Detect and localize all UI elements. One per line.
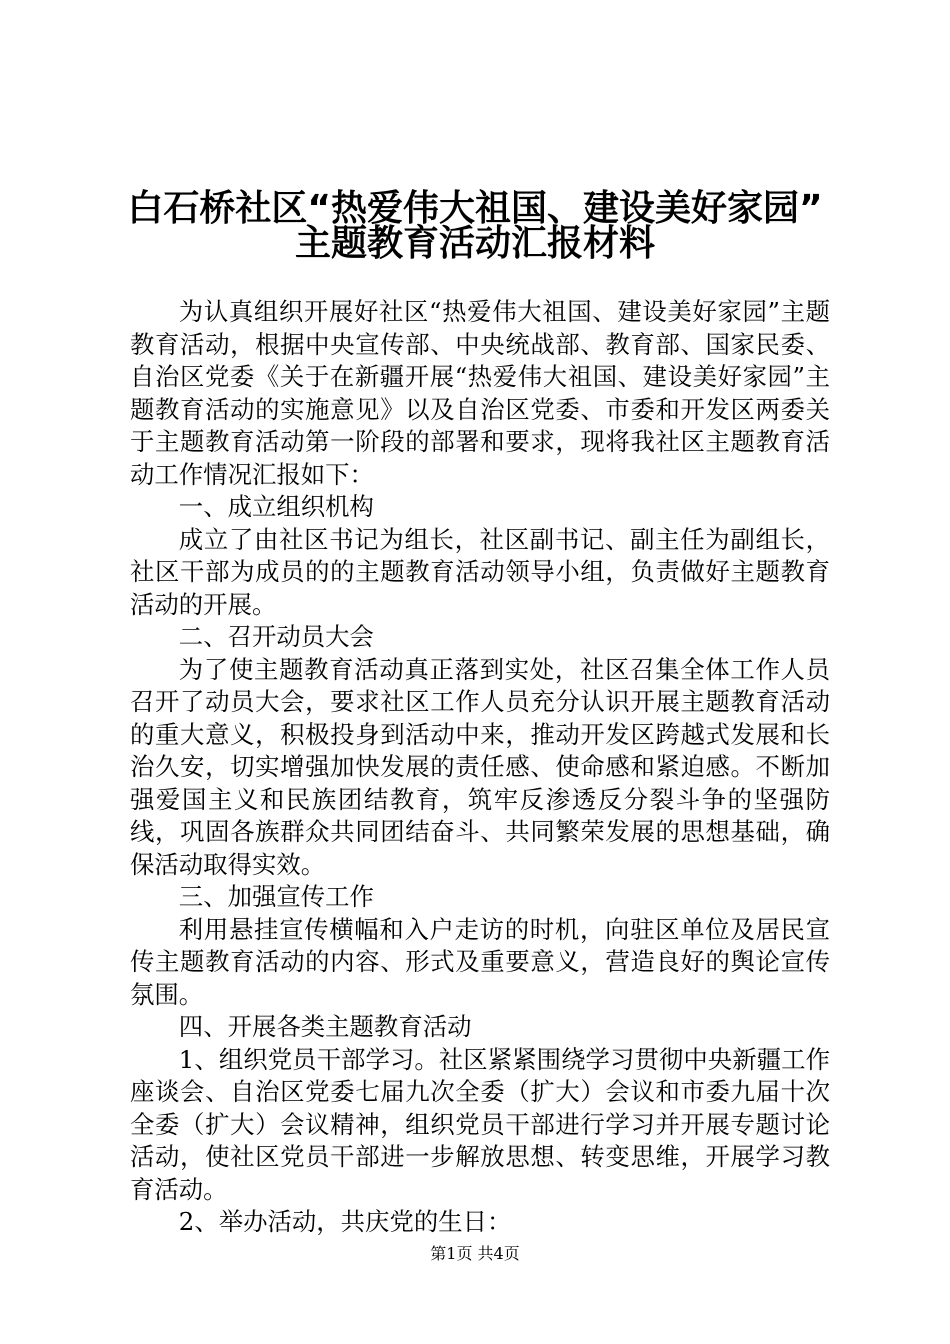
section-paragraph-1: 成立了由社区书记为组长，社区副书记、副主任为副组长，社区干部为成员的的主题教育活动领导小组，负责做好主题教育活动的开展。	[130, 524, 830, 619]
document-title-line-2: 主题教育活动汇报材料	[294, 223, 655, 264]
section-heading-3: 三、加强宣传工作	[178, 882, 374, 911]
section-heading-1: 一、成立组织机构	[178, 492, 374, 521]
document-body	[130, 296, 830, 1239]
page-footer: 第1页 共4页	[430, 1244, 520, 1263]
document-title-line-1: 白石桥社区“热爱伟大祖国、建设美好家园”	[127, 188, 823, 229]
section-heading-2: 二、召开动员大会	[178, 622, 374, 651]
section-heading-4: 四、开展各类主题教育活动	[178, 1012, 472, 1041]
section-paragraph-3: 利用悬挂宣传横幅和入户走访的时机，向驻区单位及居民宣传主题教育活动的内容、形式及重要意义，营造良好的舆论宣传氛围。	[130, 914, 830, 1009]
section-paragraph-4-item-2: 2、举办活动，共庆党的生日：	[178, 1207, 512, 1236]
section-paragraph-4-item-1: 1、组织党员干部学习。社区紧紧围绕学习贯彻中央新疆工作座谈会、自治区党委七届九次全委（扩大）会议和市委九届十次全委（扩大）会议精神，组织党员干部进行学习并开展专题讨论活动，使社区党员干部进一步解放思想、转变思维，开展学习教育活动。	[130, 1044, 830, 1204]
intro-paragraph: 为认真组织开展好社区“热爱伟大祖国、建设美好家园”主题教育活动，根据中央宣传部、中央统战部、教育部、国家民委、自治区党委《关于在新疆开展“热爱伟大祖国、建设美好家园”主题教育活动的实施意见》以及自治区党委、市委和开发区两委关于主题教育活动第一阶段的部署和要求，现将我社区主题教育活动工作情况汇报如下：	[130, 297, 830, 489]
section-paragraph-2: 为了使主题教育活动真正落到实处，社区召集全体工作人员召开了动员大会，要求社区工作人员充分认识开展主题教育活动的重大意义，积极投身到活动中来，推动开发区跨越式发展和长治久安，切实增强加快发展的责任感、使命感和紧迫感。不断加强爱国主义和民族团结教育，筑牢反渗透反分裂斗争的坚强防线，巩固各族群众共同团结奋斗、共同繁荣发展的思想基础，确保活动取得实效。	[130, 654, 830, 879]
